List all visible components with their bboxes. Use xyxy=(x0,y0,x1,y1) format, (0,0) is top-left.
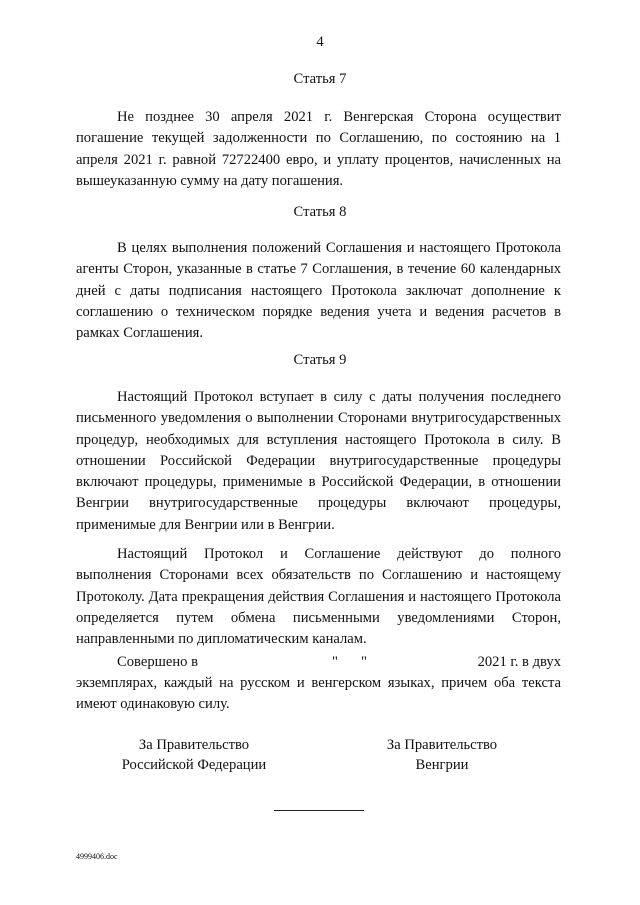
article-7-paragraph: Не позднее 30 апреля 2021 г. Венгерская Сторона осуществит погашение текущей задолженности по Соглашению, по состоянию на 1 апреля 2021 г. равной 72722400 евро, и уплату процентов, начисленных на вышеуказанную сумму на дату погашения. xyxy=(76,109,561,189)
signature-block-russia xyxy=(94,735,294,775)
done-at-year: 2021 г. в двух xyxy=(477,654,561,670)
article-9-paragraph-2: Настоящий Протокол и Соглашение действуют до полного выполнения Сторонами всех обязательств по Соглашению и настоящему Протоколу. Дата прекращения действия Соглашения и настоящего Протокола определяется путем обмена письменными уведомлениями Сторон, направленными по дипломатическим каналам. xyxy=(76,546,561,648)
signature-russia-line2: Российской Федерации xyxy=(121,757,267,773)
done-at-prefix: Совершено в xyxy=(117,654,198,670)
article-8-paragraph: В целях выполнения положений Соглашения и настоящего Протокола агенты Сторон, указанные в статье 7 Соглашения, в течение 60 календарных дней с даты подписания настоящего Протокола заключат дополнение к соглашению о техническом порядке ведения учета и ведения расчетов в рамках Соглашения. xyxy=(76,240,561,342)
file-code: 4999406.doc xyxy=(76,852,118,861)
article-8-heading: Статья 8 xyxy=(293,204,347,220)
done-at-continuation: экземплярах, каждый на русском и венгерском языках, причем оба текста имеют одинаковую силу. xyxy=(76,675,561,713)
article-9-heading: Статья 9 xyxy=(293,352,347,368)
closing-rule xyxy=(274,810,364,811)
signature-russia-line1: За Правительство xyxy=(138,737,250,753)
page-number: 4 xyxy=(316,34,324,50)
article-7-heading: Статья 7 xyxy=(293,71,347,87)
date-quote-close: " xyxy=(361,654,367,670)
date-quote-open: " xyxy=(332,654,338,670)
signature-hungary-line2: Венгрии xyxy=(415,757,469,773)
signature-block-hungary xyxy=(342,735,542,775)
signature-hungary-line1: За Правительство xyxy=(386,737,498,753)
article-9-paragraph-1: Настоящий Протокол вступает в силу с даты получения последнего письменного уведомления о выполнении Сторонами внутригосударственных процедур, необходимых для вступления настоящего Протокола в силу. В отношении Российской Федерации внутригосударственные процедуры включают процедуры, применимые в Российской Федерации, в отношении Венгрии внутригосударственные процедуры включают процедуры, применимые для Венгрии или в Венгрии. xyxy=(76,389,561,533)
